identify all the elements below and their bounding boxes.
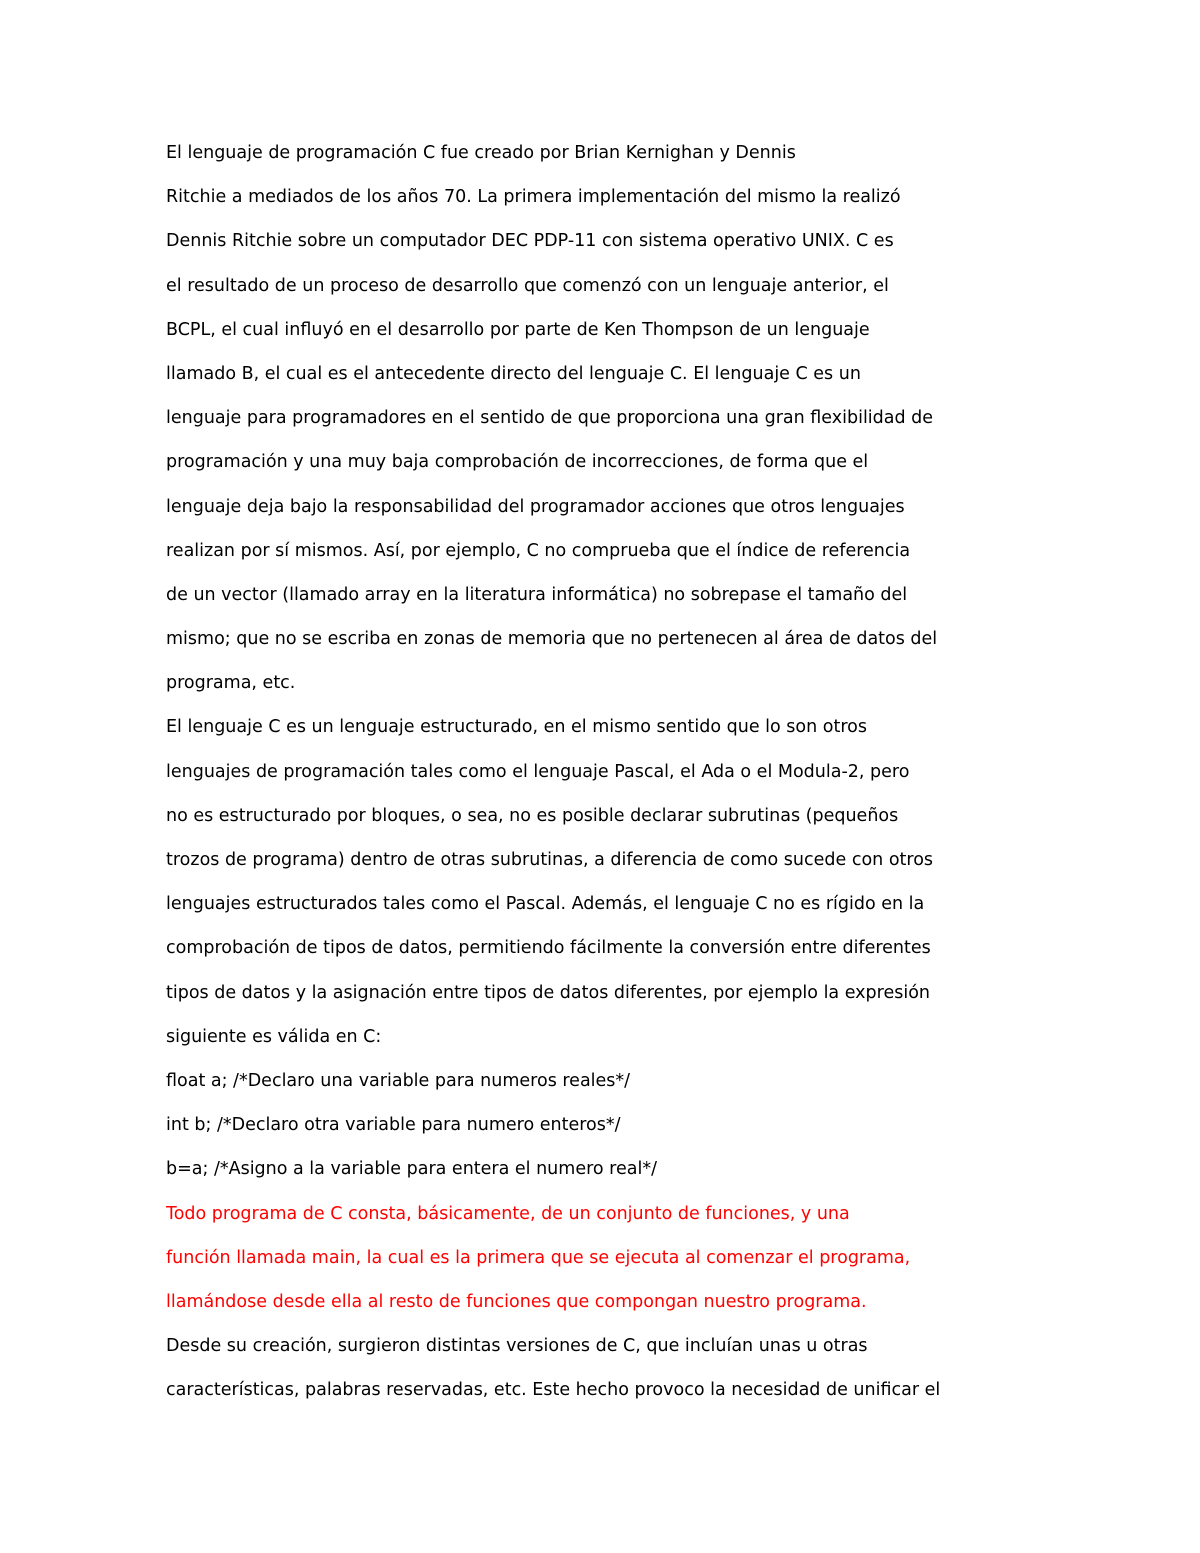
text-line: programa, etc. [166, 673, 296, 694]
text-line: Dennis Ritchie sobre un computador DEC PDP-11 con sistema operativo UNIX. C es [166, 231, 894, 252]
text-line: lenguajes estructurados tales como el Pascal. Además, el lenguaje C no es rígido en la [166, 894, 925, 915]
text-line: lenguaje para programadores en el sentido de que proporciona una gran flexibilidad de [166, 408, 934, 429]
text-line: int b; /*Declaro otra variable para numero enteros*/ [166, 1115, 621, 1136]
text-line: el resultado de un proceso de desarrollo que comenzó con un lenguaje anterior, el [166, 275, 889, 296]
text-line: llamado B, el cual es el antecedente directo del lenguaje C. El lenguaje C es un [166, 363, 861, 384]
text-line: de un vector (llamado array en la literatura informática) no sobrepase el tamaño del [166, 584, 908, 605]
text-line: no es estructurado por bloques, o sea, no es posible declarar subrutinas (pequeños [166, 805, 899, 826]
text-line: comprobación de tipos de datos, permitiendo fácilmente la conversión entre diferentes [166, 938, 931, 959]
text-line: lenguaje deja bajo la responsabilidad del programador acciones que otros lenguajes [166, 496, 905, 517]
text-line: realizan por sí mismos. Así, por ejemplo, C no comprueba que el índice de referencia [166, 540, 911, 561]
text-line: El lenguaje C es un lenguaje estructurado, en el mismo sentido que lo son otros [166, 717, 867, 738]
text-line: Desde su creación, surgieron distintas versiones de C, que incluían unas u otras [166, 1336, 868, 1357]
text-line: Todo programa de C consta, básicamente, de un conjunto de funciones, y una [166, 1203, 850, 1224]
text-line: trozos de programa) dentro de otras subrutinas, a diferencia de como sucede con otros [166, 850, 934, 870]
text-line: función llamada main, la cual es la primera que se ejecuta al comenzar el programa, [166, 1247, 911, 1268]
text-line: mismo; que no se escriba en zonas de memoria que no pertenecen al área de datos del [166, 629, 938, 650]
text-line: b=a; /*Asigno a la variable para entera el numero real*/ [166, 1159, 657, 1180]
text-line: BCPL, el cual influyó en el desarrollo por parte de Ken Thompson de un lenguaje [166, 319, 870, 340]
text-line: Ritchie a mediados de los años 70. La primera implementación del mismo la realizó [166, 187, 901, 208]
document-body [166, 131, 1066, 1412]
text-line: lenguajes de programación tales como el lenguaje Pascal, el Ada o el Modula-2, pero [166, 761, 910, 782]
text-line: El lenguaje de programación C fue creado por Brian Kernighan y Dennis [166, 143, 796, 163]
text-line: float a; /*Declaro una variable para numeros reales*/ [166, 1070, 631, 1091]
text-line: tipos de datos y la asignación entre tipos de datos diferentes, por ejemplo la expresión [166, 982, 930, 1003]
text-line: características, palabras reservadas, etc. Este hecho provoco la necesidad de unificar el [166, 1380, 941, 1401]
text-line: llamándose desde ella al resto de funciones que compongan nuestro programa. [166, 1291, 867, 1312]
text-line: siguiente es válida en C: [166, 1026, 382, 1047]
text-line: programación y una muy baja comprobación de incorrecciones, de forma que el [166, 452, 869, 473]
